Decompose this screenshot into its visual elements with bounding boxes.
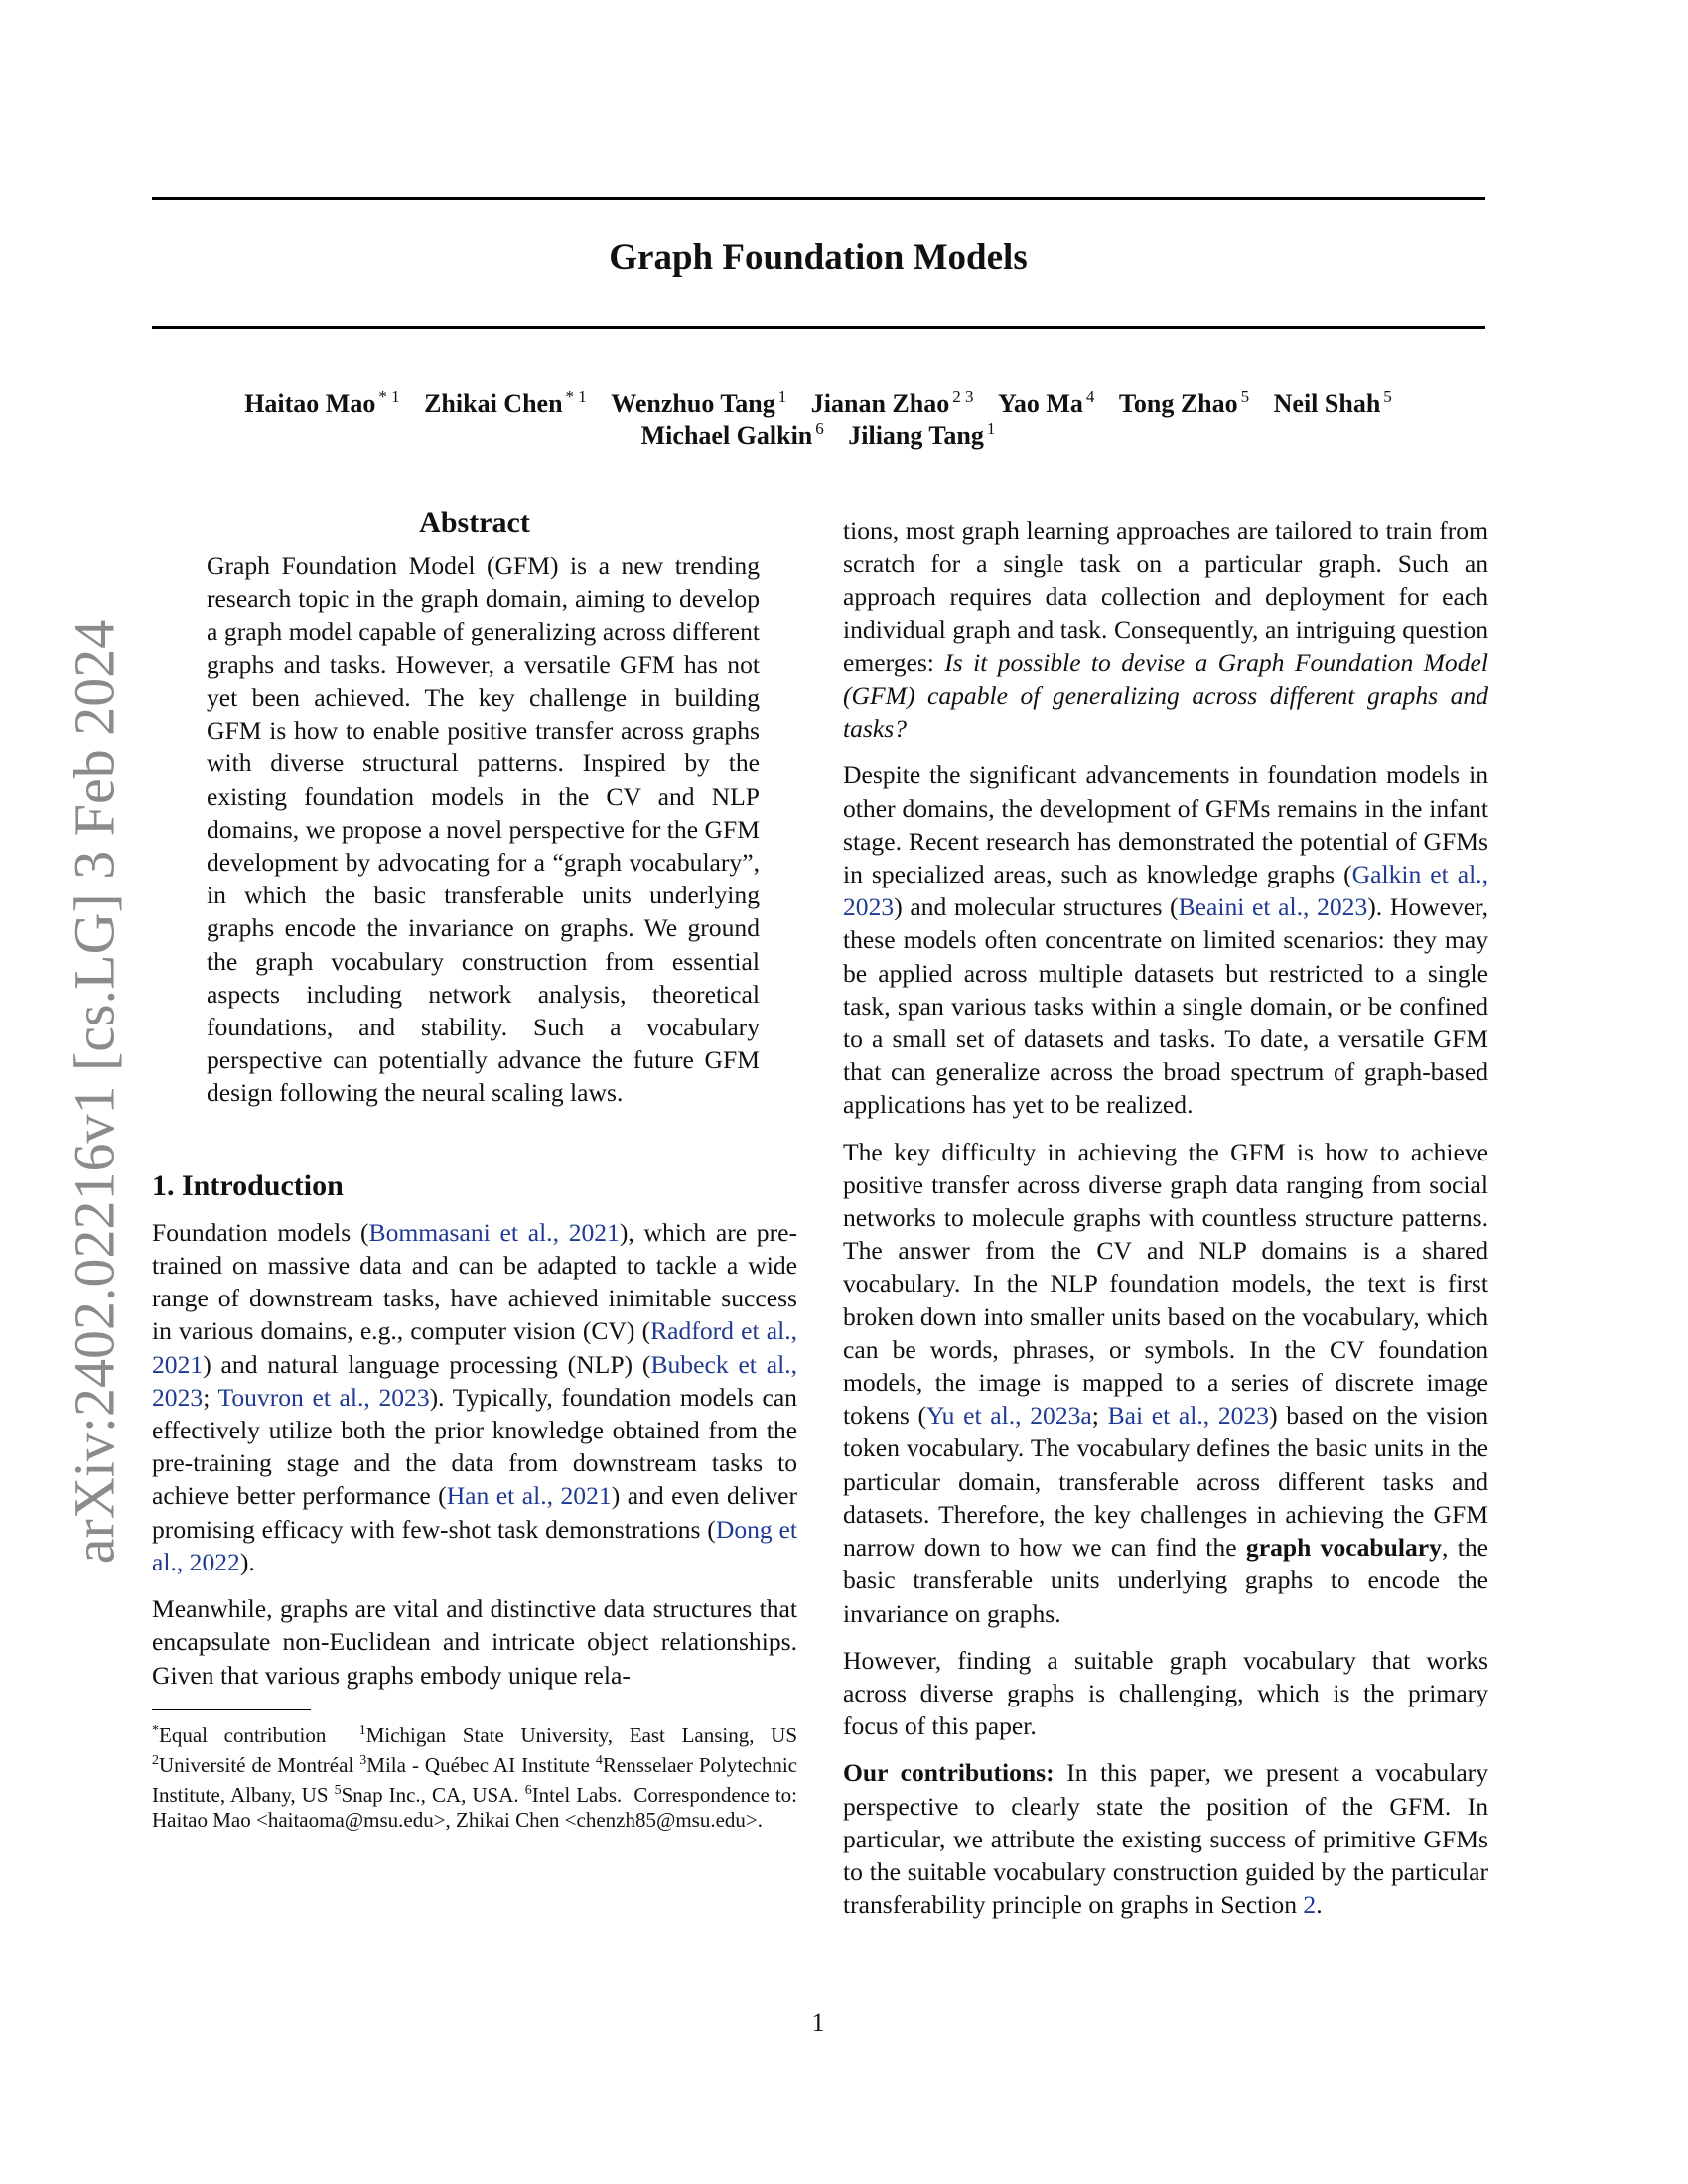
contributions-label: Our contributions:: [843, 1758, 1055, 1788]
author: Michael Galkin $^6$: [640, 419, 824, 450]
page-number: 1: [811, 2008, 825, 2037]
arxiv-identifier-stamp: arXiv:2402.02216v1 [cs.LG] 3 Feb 2024: [62, 619, 127, 1565]
right-column: [843, 514, 1488, 1921]
citation-link[interactable]: Galkin et al., 2023: [843, 860, 1488, 922]
right-paragraph-2: Despite the significant advancements in foundation models in other domains, the development of GFMs remains in the infant stage. Recent research has demonstrated the potential of GFMs in specialized areas, such as knowledge graphs (Galkin et al., 2023) and molecular structures (Beaini et al., 2023). However, these models often concentrate on limited scenarios: they may be applied across multiple datasets but restricted to a single task, span various tasks within a single domain, or be confined to a small set of datasets and tasks. To date, a versatile GFM that can generalize across the broad spectrum of graph-based applications has yet to be realized.: [843, 760, 1489, 1120]
citation-link[interactable]: Touvron et al., 2023: [217, 1382, 430, 1412]
right-paragraph-1: tions, most graph learning approaches are tailored to train from scratch for a single task on a particular graph. Such an approach requires data collection and deployment for each individual graph and task. Consequently, an intriguing question emerges: Is it possible to devise a Graph Foundation Model (GFM) capable of generalizing across different graphs and tasks?: [843, 516, 1488, 744]
affiliations-footnote: *Equal contribution $^1$Michigan State University, East Lansing, US $^2$Université de Montréal $^3$Mila - Québec AI Institute $^4$Rensselaer Polytechnic Institute, Albany, US $^5$Snap Inc., CA, USA. $^6$Intel Labs. Correspondence to: Haitao Mao <haitaoma@msu.edu>, Zhikai Chen <chenzh85@msu.edu>.: [152, 1722, 798, 1832]
citation-link[interactable]: Bubeck et al., 2023: [152, 1349, 798, 1412]
footnote-rule: [152, 1709, 311, 1710]
title-top-rule: [152, 197, 1485, 200]
citation-link[interactable]: Beaini et al., 2023: [1178, 892, 1368, 922]
author: Wenzhuo Tang $^1$: [611, 387, 787, 418]
graph-vocabulary-term: graph vocabulary: [1245, 1533, 1442, 1563]
author: Zhikai Chen $^{* 1}$: [424, 387, 587, 418]
author: Haitao Mao $^{* 1}$: [244, 387, 400, 418]
right-paragraph-3: The key difficulty in achieving the GFM is how to achieve positive transfer across diverse graph data ranging from social networks to molecule graphs with countless structure patterns. The answer from the CV and NLP domains is a shared vocabulary. In the NLP foundation models, the text is first broken down into smaller units based on the vocabulary, which can be words, phrases, or symbols. In the CV foundation models, the image is mapped to a series of discrete image tokens (Yu et al., 2023a; Bai et al., 2023) based on the vision token vocabulary. The vocabulary defines the basic units in the particular domain, transferable across different tasks and datasets. Therefore, the key challenges in achieving the GFM narrow down to how we can find the graph vocabulary, the basic transferable units underlying graphs to encode the invariance on graphs.: [843, 1137, 1489, 1628]
paper-title: Graph Foundation Models: [609, 237, 1028, 278]
contributions-paragraph: Our contributions: In this paper, we present a vocabulary perspective to clearly state the position of the GFM. In particular, we attribute the existing success of primitive GFMs to the suitable vocabulary construction guided by the particular transferability principle on graphs in Section 2.: [843, 1758, 1488, 1920]
citation-link[interactable]: Bommasani et al., 2021: [368, 1217, 620, 1247]
author-list-line-2: [0, 419, 1636, 451]
citation-link[interactable]: Dong et al., 2022: [152, 1514, 798, 1576]
citation-link[interactable]: Radford et al., 2021: [152, 1316, 797, 1379]
section-reference-link[interactable]: 2: [1303, 1890, 1317, 1920]
abstract-body: Graph Foundation Model (GFM) is a new trending research topic in the graph domain, aiming to develop a graph model capable of generalizing across different graphs and tasks. However, a versatile GFM has not yet been achieved. The key challenge in building GFM is how to enable positive transfer across graphs with diverse structural patterns. Inspired by the existing foundation models in the CV and NLP domains, we propose a novel perspective for the GFM development by advocating for a “graph vocabulary”, in which the basic transferable units underlying graphs encode the invariance on graphs. We ground the graph vocabulary construction from essential aspects including network analysis, theoretical foundations, and stability. Such a vocabulary perspective can potentially advance the future GFM design following the neural scaling laws.: [207, 551, 760, 1108]
author: Yao Ma $^4$: [997, 387, 1095, 418]
title-bottom-rule: [152, 326, 1485, 329]
author: Jiliang Tang $^1$: [848, 419, 996, 450]
intro-paragraph-1: Foundation models (Bommasani et al., 2021), which are pre-trained on massive data and can be adapted to tackle a wide range of downstream tasks, have achieved inimitable success in various domains, e.g., computer vision (CV) (Radford et al., 2021) and natural language processing (NLP) (Bubeck et al., 2023; Touvron et al., 2023). Typically, foundation models can effectively utilize both the prior knowledge obtained from the pre-training stage and the data from downstream tasks to achieve better performance (Han et al., 2021) and even deliver promising efficacy with few-shot task demonstrations (Dong et al., 2022).: [152, 1217, 798, 1576]
left-column: [152, 506, 797, 1833]
citation-link[interactable]: Han et al., 2021: [446, 1481, 612, 1511]
introduction-heading: 1. Introduction: [152, 1168, 344, 1202]
author-list-line-1: [0, 387, 1636, 419]
right-paragraph-4: However, finding a suitable graph vocabulary that works across diverse graphs is challenging, which is the primary focus of this paper.: [843, 1645, 1488, 1741]
author: Jianan Zhao $^{2 3}$: [810, 387, 974, 418]
author: Neil Shah $^5$: [1273, 387, 1392, 418]
citation-link[interactable]: Yu et al., 2023a: [926, 1401, 1092, 1431]
author: Tong Zhao $^5$: [1118, 387, 1250, 418]
citation-link[interactable]: Bai et al., 2023: [1107, 1401, 1270, 1431]
intro-paragraph-2: Meanwhile, graphs are vital and distinctive data structures that encapsulate non-Euclidean and intricate object relationships. Given that various graphs embody unique rela-: [152, 1594, 797, 1690]
research-question: Is it possible to devise a Graph Foundation Model (GFM) capable of generalizing across different graphs and tasks?: [843, 647, 1488, 744]
abstract-heading: Abstract: [419, 506, 530, 539]
